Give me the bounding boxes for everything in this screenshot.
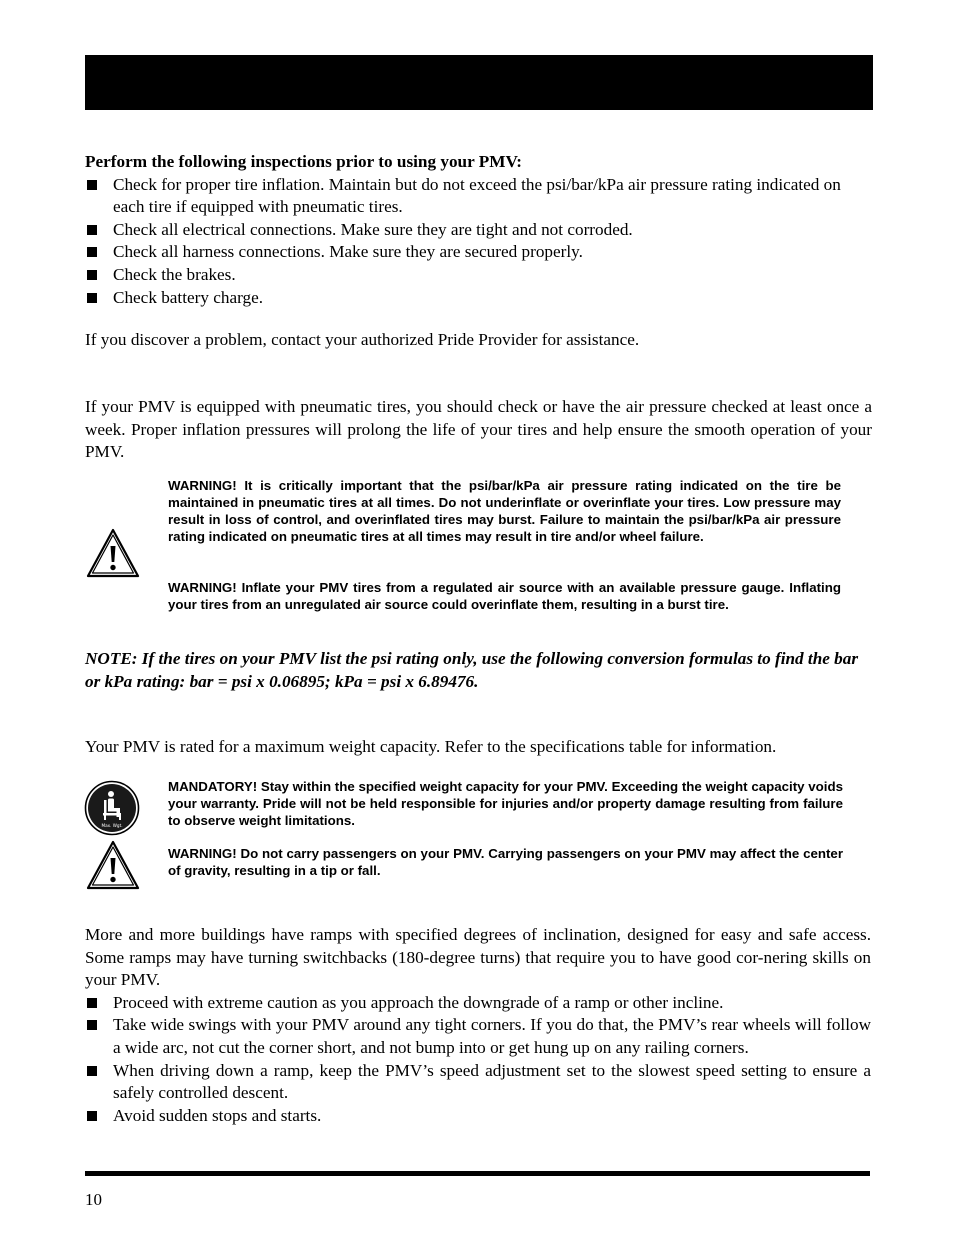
square-bullet-icon [87, 293, 97, 303]
problem-text: If you discover a problem, contact your authorized Pride Provider for assistance. [85, 330, 640, 349]
list-item: Check all electrical connections. Make sure they are tight and not corroded. [85, 219, 872, 242]
list-item: Proceed with extreme caution as you approach the downgrade of a ramp or other incline. [85, 992, 871, 1015]
conversion-note: NOTE: If the tires on your PMV list the psi rating only, use the following conversion formulas to find the bar or kPa rating: bar = psi x 0.06895; kPa = psi x 6.89476. [85, 649, 859, 691]
square-bullet-icon [87, 1111, 97, 1121]
tire-inflation-paragraph: If your PMV is equipped with pneumatic tires, you should check or have the air pressure checked at least once a week. Proper inflation pressures will prolong the life of your tires and help ensure the smooth operation of your PMV. [85, 397, 872, 462]
ramps-list [85, 992, 871, 1128]
list-item: Take wide swings with your PMV around any tight corners. If you do that, the PMV’s rear wheels will follow a wide arc, not cut the corner short, and not bump into or get hung up on any railing corners. [85, 1014, 871, 1059]
weight-capacity-icon [84, 780, 140, 836]
passenger-warning-text: WARNING! Do not carry passengers on your PMV. Carrying passengers on your PMV may affect the center of gravity, resulting in a tip or fall. [168, 846, 843, 878]
footer-rule [85, 1171, 870, 1176]
square-bullet-icon [87, 270, 97, 280]
square-bullet-icon [87, 225, 97, 235]
regulated-air-warning-text: WARNING! Inflate your PMV tires from a regulated air source with an available pressure gauge. Inflating your tires from an unregulated air source could overinflate them, resulting in a burst tire. [168, 580, 841, 612]
list-item: Avoid sudden stops and starts. [85, 1105, 871, 1128]
weight-paragraph: Your PMV is rated for a maximum weight capacity. Refer to the specifications table for information. [85, 737, 777, 756]
list-item: Check for proper tire inflation. Maintain but do not exceed the psi/bar/kPa air pressure rating indicated on each tire if equipped with pneumatic tires. [85, 174, 872, 219]
square-bullet-icon [87, 247, 97, 257]
weight-icon-caption: Max. Wgt. [101, 823, 123, 828]
inspections-section [85, 151, 872, 309]
tire-warning-text: WARNING! It is critically important that the psi/bar/kPa air pressure rating indicated on the tire be maintained in pneumatic tires at all times. Do not underinflate or overinflate your tires. Low pressure may result in loss of control, and overinflated tires may burst. Failure to maintain the psi/bar/kPa air pressure rating indicated on pneumatic tires at all times may result in tire and/or wheel failure. [168, 478, 841, 544]
list-item: Check battery charge. [85, 287, 872, 310]
inspections-heading: Perform the following inspections prior to using your PMV: [85, 152, 522, 171]
mandatory-weight-text: MANDATORY! Stay within the specified weight capacity for your PMV. Exceeding the weight capacity voids your warranty. Pride will not be held responsible for injuries and/or property damage resulting from failure to observe weight limitations. [168, 779, 843, 828]
ramps-section [85, 924, 871, 1127]
square-bullet-icon [87, 998, 97, 1008]
list-item: When driving down a ramp, keep the PMV’s speed adjustment set to the slowest speed setting to ensure a safely controlled descent. [85, 1060, 871, 1105]
square-bullet-icon [87, 1020, 97, 1030]
square-bullet-icon [87, 180, 97, 190]
page-number: 10 [85, 1190, 102, 1209]
square-bullet-icon [87, 1066, 97, 1076]
list-item: Check the brakes. [85, 264, 872, 287]
warning-triangle-icon [86, 528, 140, 578]
ramps-paragraph: More and more buildings have ramps with specified degrees of inclination, designed for easy and safe access. Some ramps may have turning switchbacks (180-degree turns) that require you to have good cor-nering skills on your PMV. [85, 925, 871, 990]
list-item: Check all harness connections. Make sure they are secured properly. [85, 241, 872, 264]
inspections-list [85, 174, 872, 310]
warning-triangle-icon [86, 840, 140, 890]
header-bar [85, 55, 873, 110]
